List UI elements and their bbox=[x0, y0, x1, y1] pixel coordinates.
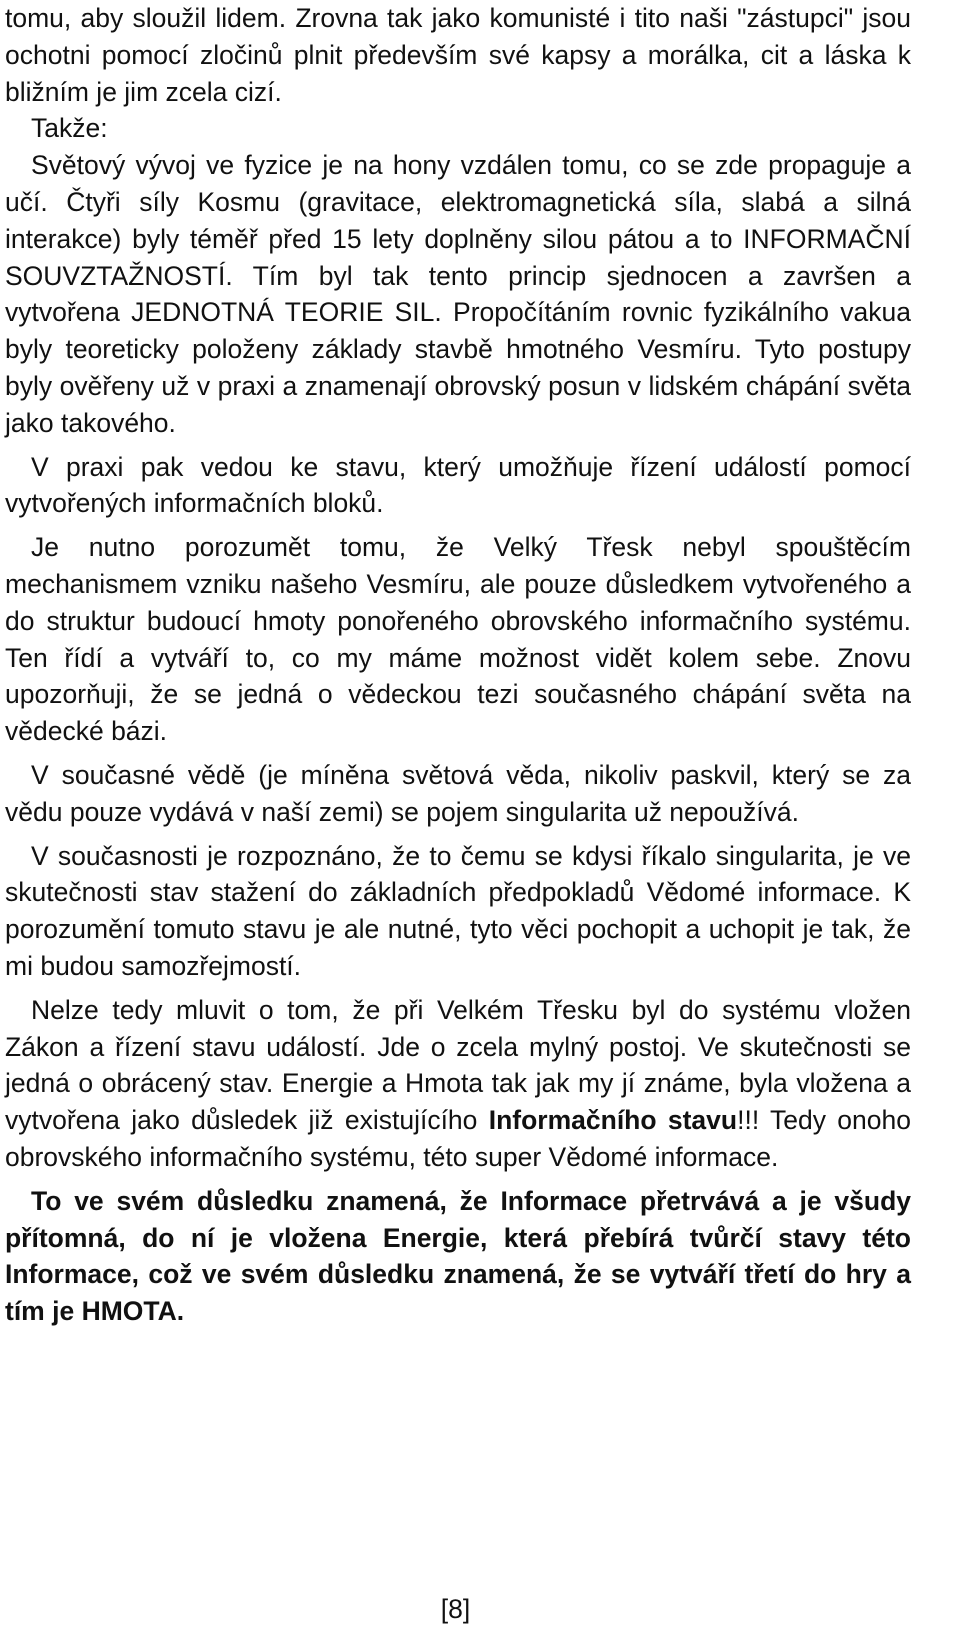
paragraph-information-state bbox=[5, 992, 911, 1176]
paragraph-heading-takze: Takže: bbox=[31, 113, 108, 144]
paragraph-big-bang: Je nutno porozumět tomu, že Velký Třesk nebyl spouštěcím mechanismem vzniku našeho Vesmíru, ale pouze důsledkem vytvořeného a do struktur budoucí hmoty ponořeného obrovského informačního systému. Ten řídí a vytváří to, co my máme možnost vidět kolem sebe. Znovu upozorňuji, že se jedná o vědeckou tezi současného chápání světa na vědecké bázi. bbox=[5, 532, 911, 747]
paragraph-information-blocks: V praxi pak vedou ke stavu, který umožňuje řízení událostí pomocí vytvořených informačních bloků. bbox=[5, 451, 911, 519]
paragraph-physics-development: Světový vývoj ve fyzice je na hony vzdálen tomu, co se zde propaguje a učí. Čtyři síly Kosmu (gravitace, elektromagnetická síla, slabá a silná interakce) byly téměř před 15 lety doplněny silou pátou a to INFORMAČNÍ SOUVZTAŽNOSTÍ. Tím byl tak tento princip sjednocen a završen a vytvořena JEDNOTNÁ TEORIE SIL. Propočítáním rovnic fyzikálního vakua byly teoreticky položeny základy stavbě hmotného Vesmíru. Tyto postupy byly ověřeny už v praxi a znamenají obrovský posun v lidském chápání světa jako takového. bbox=[5, 150, 911, 438]
page-number: [8] bbox=[440, 1594, 471, 1624]
paragraph-information-state-part1: Nelze tedy mluvit o tom, že při Velkém Třesku byl do systému vložen Zákon a řízení stavu událostí. Jde o zcela mylný postoj. Ve skutečnosti se jedná o obrácený stav. Energie a Hmota tak jak my jí známe, byla vložena a vytvořena jako důsledek již existujícího bbox=[5, 994, 911, 1136]
document-page bbox=[5, 0, 911, 1330]
paragraph-singularity: V současné vědě (je míněna světová věda, nikoliv paskvil, který se za vědu pouze vydává v naší zemi) se pojem singularita už nepoužívá. bbox=[5, 759, 911, 827]
bold-informacniho-stavu: Informačního stavu bbox=[488, 1105, 738, 1136]
paragraph-information-state-part2: !!! Tedy onoho obrovského informačního systému, této super Vědomé informace. bbox=[5, 1105, 911, 1172]
paragraph-conscious-information: V současnosti je rozpoznáno, že to čemu se kdysi říkalo singularita, je ve skutečnosti stav stažení do základních předpokladů Vědomé informace. K porozumění tomuto stavu je ale nutné, tyto věci pochopit a uchopit je tak, že mi budou samozřejmostí. bbox=[5, 840, 911, 981]
paragraph-conclusion-bold: To ve svém důsledku znamená, že Informace přetrvává a je všudy přítomná, do ní je vložena Energie, která přebírá tvůrčí stavy této Informace, což ve svém důsledku znamená, že se vytváří třetí do hry a tím je HMOTA. bbox=[5, 1185, 911, 1327]
paragraph-continued: tomu, aby sloužil lidem. Zrovna tak jako komunisté i tito naši "zástupci" jsou ochotni pomocí zločinů plnit především své kapsy a morálka, cit a láska k bližním je jim zcela cizí. bbox=[5, 3, 911, 107]
